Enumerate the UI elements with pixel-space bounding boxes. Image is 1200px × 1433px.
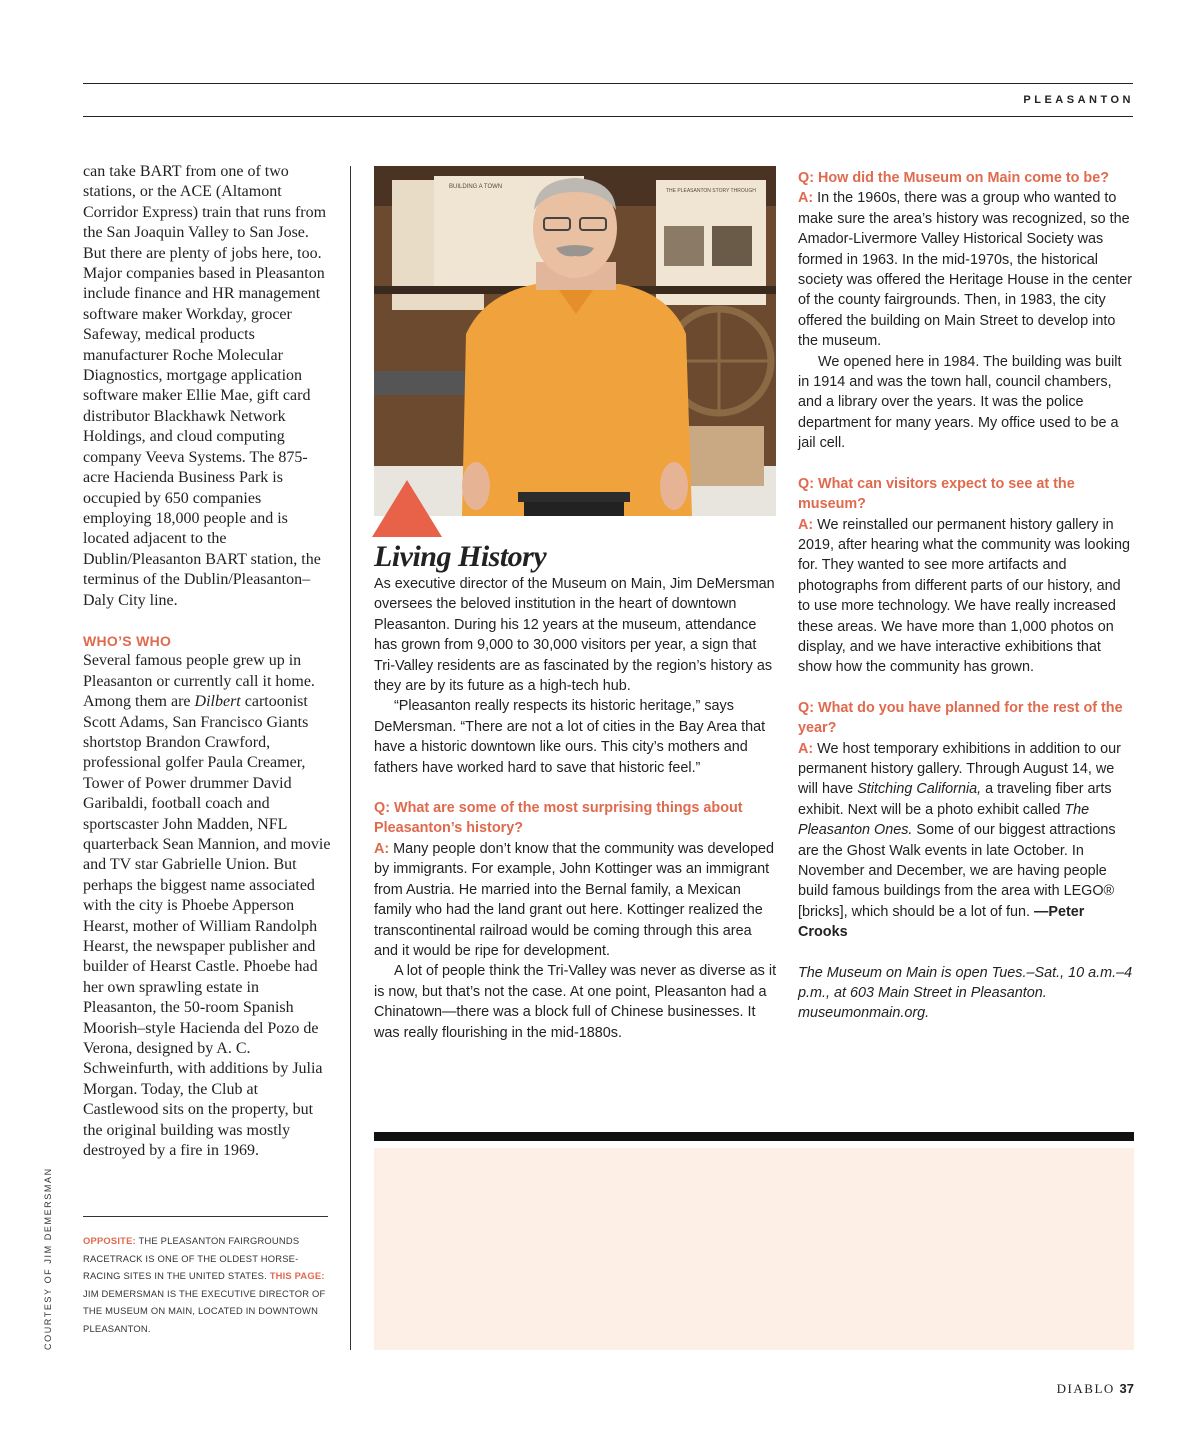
question-1: Q: What are some of the most surprising things about Pleasanton’s history?: [374, 800, 743, 837]
answer-4: A: We host temporary exhibitions in addition to our permanent history gallery. Through August 14, we will have Stitching California, a traveling fiber arts exhibit. Next will be a photo exhibit called The Pleasanton Ones. Some of our biggest attractions are the Ghost Walk events in late October. In November and December, we are having people build famous buildings from the area with LEGO® [bricks], which should be a lot of fun. —Peter Crooks: [798, 740, 1121, 941]
right-column: [798, 168, 1136, 1024]
left-paragraph-jobs: can take BART from one of two stations, or the ACE (Altamont Corridor Express) train that runs from the San Joaquin Valley to San Jose. But there are plenty of jobs here, too. Major companies based in Pleasanton include finance and HR management software maker Workday, grocer Safeway, medical products manufacturer Roche Molecular Diagnostics, mortgage application software maker Ellie Mae, gift card distributor Blackhawk Network Holdings, and cloud computing company Veeva Systems. The 875-acre Hacienda Business Park is occupied by 650 companies employing 18,000 people and is located adjacent to the Dublin/Pleasanton BART station, the terminus of the Dublin/Pleasanton–Daly City line.: [83, 163, 327, 609]
middle-column: [374, 574, 778, 1043]
black-divider-bar: [374, 1132, 1134, 1141]
museum-sign-right: THE PLEASANTON STORY THROUGH: [666, 188, 756, 194]
question-3: Q: What can visitors expect to see at the museum?: [798, 475, 1075, 513]
page-footer: [1057, 1381, 1134, 1397]
answer-2: A: In the 1960s, there was a group who wanted to make sure the area’s history was recognized, so the Amador-Livermore Valley Historical Society was formed in 1963. In the mid-1970s, the historical society was offered the Heritage House in the center of the county fairgrounds. Then, in 1983, the city offered the building on Main Street to develop into the museum.: [798, 190, 1133, 350]
peach-panel: [374, 1148, 1134, 1350]
left-paragraph-famous: Several famous people grew up in Pleasanton or currently call it home. Among them are Dilbert cartoonist Scott Adams, San Francisco Giants shortstop Brandon Crawford, professional golfer Paula Creamer, Tower of Power drummer David Garibaldi, football coach and sportscaster John Madden, NFL quarterback Sean Mannion, and movie and TV star Gabrielle Union. But perhaps the biggest name associated with the city is Phoebe Apperson Hearst, mother of William Randolph Hearst, the newspaper publisher and builder of Hearst Castle. Phoebe had her own sprawling estate in Pleasanton, the 50-room Spanish Moorish–style Hacienda del Pozo de Verona, designed by A. C. Schweinfurth, with additions by Julia Morgan. Today, the Club at Castlewood sits on the property, but the original building was mostly destroyed by a fire in 1969.: [83, 652, 331, 1160]
museum-info: The Museum on Main is open Tues.–Sat., 10 a.m.–4 p.m., at 603 Main Street in Pleasanton. museumonmain.org.: [798, 964, 1133, 1022]
question-2: Q: How did the Museum on Main come to be?: [798, 170, 1110, 186]
column-divider: [350, 166, 351, 1350]
answer-3: A: We reinstalled our permanent history gallery in 2019, after hearing what the community was looking for. They wanted to see more artifacts and photographs from different parts of our history, and to use more technology. We have really increased these areas. We have more than 1,000 photos on display, and we have interactive exhibitions that show how the community has grown.: [798, 516, 1130, 676]
portrait-illustration: [374, 166, 776, 516]
feature-quote: “Pleasanton really respects its historic heritage,” says DeMersman. “There are not a lot of cities in the Bay Area that have a historic downtown like ours. This city’s mothers and fathers have worked hard to save that historic feel.”: [374, 698, 766, 776]
caption-rule: [83, 1216, 328, 1217]
museum-sign-left: BUILDING A TOWN: [449, 184, 503, 190]
answer-1: A: Many people don’t know that the community was developed by immigrants. For example, John Kottinger was an immigrant from Austria. He married into the Bernal family, a Mexican family who had the land grant out here. Kottinger realized the transcontinental railroad would be coming through this area and it would be ripe for development.: [374, 840, 774, 959]
section-label: PLEASANTON: [1023, 94, 1134, 106]
photo-credit: COURTESY OF JIM DEMERSMAN: [43, 1167, 53, 1350]
page-number: 37: [1119, 1381, 1134, 1396]
feature-intro: As executive director of the Museum on Main, Jim DeMersman oversees the beloved institution in the heart of downtown Pleasanton. During his 12 years at the museum, attendance has grown from 9,000 to 30,000 visitors per year, a sign that Tri-Valley residents are as fascinated by the region’s history as they are by its future as a high-tech hub.: [374, 576, 775, 695]
triangle-accent: [372, 480, 442, 537]
photo-caption: OPPOSITE: THE PLEASANTON FAIRGROUNDS RACETRACK IS ONE OF THE OLDEST HORSE-RACING SITES IN THE UNITED STATES. THIS PAGE: JIM DEMERSMAN IS THE EXECUTIVE DIRECTOR OF THE MUSEUM ON MAIN, LOCATED IN DOWNTOWN PLEASANTON.: [83, 1235, 326, 1334]
answer-2-continued: We opened here in 1984. The building was built in 1914 and was the town hall, council chambers, and a library over the years. It was the police department for many years. My office used to be a jail cell.: [798, 353, 1122, 452]
feature-title: Living History: [374, 540, 547, 573]
top-rule: [83, 83, 1133, 84]
header-bottom-rule: [83, 116, 1133, 117]
left-column: [83, 162, 333, 1162]
portrait-photo: [374, 166, 776, 516]
magazine-name: DIABLO: [1056, 1381, 1115, 1396]
question-4: Q: What do you have planned for the rest of the year?: [798, 699, 1123, 737]
whos-who-subhead: WHO’S WHO: [83, 632, 172, 649]
answer-1-continued: A lot of people think the Tri-Valley was never as diverse as it is now, but that’s not the case. At one point, Pleasanton had a Chinatown—there was a block full of Chinese businesses. It was really flourishing in the mid-1880s.: [374, 963, 777, 1041]
